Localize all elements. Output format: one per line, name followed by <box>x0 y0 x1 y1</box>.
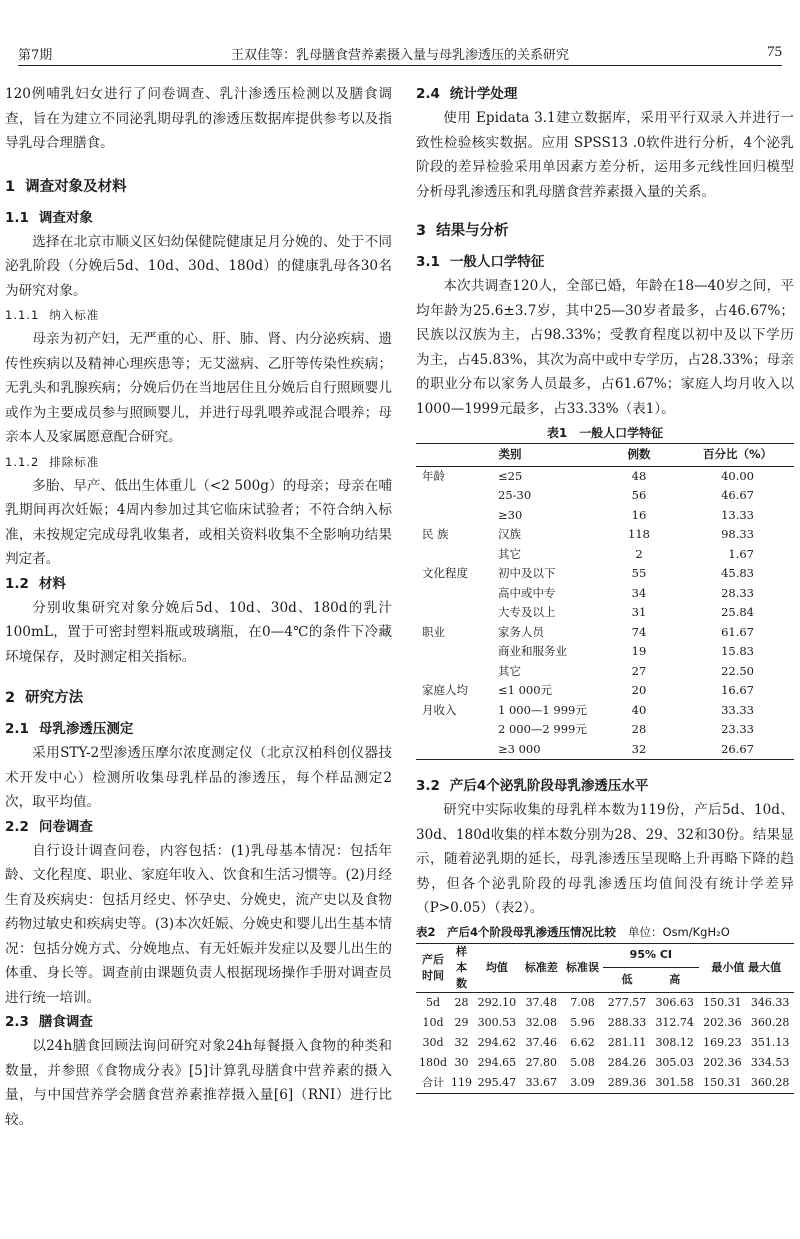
table2-cell-lo: 277.57 <box>603 992 651 1013</box>
table1-cell-count: 31 <box>631 605 647 619</box>
table1-cell-item: ≥30 <box>498 507 523 522</box>
table2-cell-t: 合计 <box>422 1075 444 1089</box>
subsection-number: 3.1 <box>416 254 440 270</box>
table1-cell-item: 大专及以上 <box>498 605 556 619</box>
paragraph: 使用 Epidata 3.1建立数据库，采用平行双录入并进行一致性检验核实数据。应用 SPSS13 .0软件进行分析，4个泌乳阶段的差异检验采用单因素方差分析，运用多元线性回归模型分析母乳渗透压和乳母膳食营养素摄入量的关系。 <box>416 110 794 200</box>
table1-cell-percent: 25.84 <box>721 605 754 619</box>
table2-header-n: 样本数 <box>456 944 467 990</box>
table2-cell-sd: 33.67 <box>525 1075 558 1089</box>
subsection-number: 1.1 <box>5 209 29 226</box>
table1-cell-count: 56 <box>631 488 647 502</box>
table2-cell-max: 360.28 <box>750 1015 790 1029</box>
table1-cell-category: 月收入 <box>422 702 457 717</box>
subsubsection-number: 1.1.1 <box>5 308 40 322</box>
table2-unit: 单位：Osm/KgH₂O <box>628 924 730 939</box>
table1-cell-count: 27 <box>631 663 647 678</box>
subsubsection-heading <box>5 303 392 327</box>
table2-cell-lo: 288.33 <box>607 1015 647 1029</box>
table2-cell-se: 7.08 <box>562 992 603 1013</box>
table1-cell-category <box>416 603 496 623</box>
table1-cell-count: 48 <box>631 468 647 483</box>
table1-cell-item: ≤25 <box>498 468 523 483</box>
table2-header-minmax: 最小值 最大值 <box>711 960 782 974</box>
table-row <box>416 1073 794 1094</box>
table1-cell-item: 初中及以下 <box>498 566 556 580</box>
table-row <box>416 992 794 1013</box>
table1-body <box>416 466 794 760</box>
table2-cell-max: 346.33 <box>746 992 794 1013</box>
table2-cell-max: 334.53 <box>750 1055 790 1069</box>
table2-header-sd: 标准差 <box>524 960 558 974</box>
section-title: 结果与分析 <box>436 223 509 239</box>
paragraph: 选择在北京市顺义区妇幼保健院健康足月分娩的、处于不同泌乳阶段（分娩后5d、10d、30d、180d）的健康乳母各30名为研究对象。 <box>5 233 392 299</box>
table2-caption: 表2 产后4个阶段母乳渗透压情况比较 <box>416 924 617 939</box>
table1-cell-count: 118 <box>628 527 650 541</box>
section-heading <box>5 176 392 198</box>
table-row <box>416 525 794 545</box>
table1-cell-category: 民 族 <box>422 527 449 541</box>
table2-cell-mean: 300.53 <box>477 1015 517 1029</box>
subsection-number: 2.3 <box>5 1014 29 1030</box>
table1-header-row <box>416 444 794 467</box>
right-column <box>416 82 794 1094</box>
section-number: 3 <box>416 223 427 239</box>
table1-cell-item: 25-30 <box>498 488 532 502</box>
table1-header-percent: 百分比（%） <box>674 444 794 467</box>
table1-cell-category <box>416 720 496 740</box>
table2-cell-mean: 294.65 <box>477 1055 517 1069</box>
subsection-title: 膳食调查 <box>38 1014 93 1030</box>
paragraph: 多胎、早产、低出生体重儿（<2 500g）的母亲；母亲在哺乳期间再次妊娠；4周内参加过其它临床试验者；不符合纳入标准，未按规定完成母乳收集者，或相关资料收集不全影响功结果判定者。 <box>5 477 392 567</box>
table1-cell-category <box>416 740 496 760</box>
table2-body <box>416 992 794 1093</box>
table1-cell-category <box>416 545 496 565</box>
table1-cell-percent: 22.50 <box>721 663 754 678</box>
table1-cell-count: 16 <box>631 507 647 522</box>
table-row <box>416 642 794 662</box>
table2-cell-mean: 294.62 <box>477 1035 517 1049</box>
table2-cell-max: 360.28 <box>750 1075 790 1089</box>
paragraph: 自行设计调查问卷，内容包括：(1)乳母基本情况：包括年龄、文化程度、职业、家庭年收入、饮食和生活习惯等。(2)月经生育及疾病史：包括月经史、怀孕史、分娩史，流产史以及食物药物过敏史和疾病史等。(3)本次妊娠、分娩史和婴儿出生基本情况：包括分娩方式、分娩地点、有无妊娠并发症以及婴儿出生的体重、身长等。调查前由课题负责人根据现场操作手册对调查员进行统一培训。 <box>5 842 392 1006</box>
section-number: 2 <box>5 690 16 706</box>
table2-cell-n: 119 <box>451 1075 472 1089</box>
table-row <box>416 506 794 526</box>
paragraph: 母亲为初产妇，无严重的心、肝、肺、肾、内分泌疾病、遗传性疾病以及精神心理疾患等；无艾滋病、乙肝等传染性疾病；无乳头和乳腺疾病；分娩后仍在当地居住且分娩后自行照顾婴儿或作为主要成员参与照顾婴儿，并进行母乳喂养或混合喂养；母亲本人及家属愿意配合研究。 <box>5 331 392 445</box>
running-header <box>18 40 782 66</box>
table2-cell-t: 30d <box>422 1035 444 1049</box>
table2-cell-hi: 301.58 <box>655 1075 694 1089</box>
page-number: 75 <box>767 44 782 60</box>
table2-header-se: 标准误 <box>566 960 600 974</box>
table2-cell-hi: 308.12 <box>655 1035 694 1049</box>
table-row <box>416 1033 794 1053</box>
table2-cell-min: 202.36 <box>703 1015 742 1029</box>
table1-cell-percent: 15.83 <box>721 644 754 658</box>
table1-cell-item: 其它 <box>498 546 521 561</box>
table2-cell-n: 32 <box>454 1035 469 1049</box>
table1-cell-percent: 26.67 <box>721 741 754 756</box>
table1-cell-item: 2 000—2 999元 <box>498 722 587 736</box>
table1-cell-item: 汉族 <box>498 527 521 541</box>
subsection-title: 调查对象 <box>38 209 93 226</box>
table2-cell-t: 5d <box>416 992 450 1013</box>
left-column <box>5 82 392 1132</box>
table-row <box>416 603 794 623</box>
subsection-heading <box>416 774 794 798</box>
table2-cell-sd: 37.46 <box>525 1035 558 1049</box>
table1-cell-percent: 45.83 <box>721 566 754 580</box>
table2-cell-t: 10d <box>422 1015 444 1029</box>
table2-cell-se: 6.62 <box>570 1035 595 1049</box>
table2-header-ci: 95% CI <box>629 948 672 962</box>
table1-cell-category: 年龄 <box>422 468 445 483</box>
table1-cell-item: 高中或中专 <box>498 585 556 600</box>
subsection-heading <box>5 206 392 230</box>
subsection-title: 产后4个泌乳阶段母乳渗透压水平 <box>449 778 649 794</box>
subsection-heading <box>5 815 392 839</box>
section-title: 调查对象及材料 <box>25 178 127 195</box>
subsection-number: 3.2 <box>416 778 440 794</box>
table1-cell-percent: 16.67 <box>721 683 754 697</box>
table1-header-category: 类别 <box>416 444 604 467</box>
subsection-heading <box>5 1010 392 1034</box>
table2-cell-n: 28 <box>450 992 473 1013</box>
table1-cell-count: 20 <box>631 683 647 697</box>
issue-number: 第7期 <box>18 48 53 63</box>
table1-cell-category <box>416 662 496 682</box>
table1-cell-count: 19 <box>631 644 647 658</box>
table2-cell-hi: 312.74 <box>655 1015 694 1029</box>
intro-paragraph: 120例哺乳妇女进行了问卷调查、乳汁渗透压检测以及膳食调查，旨在为建立不同泌乳期母乳的渗透压数据库提供参考以及指导乳母合理膳食。 <box>5 86 392 151</box>
table-row <box>416 662 794 682</box>
table2-caption-line <box>416 921 794 943</box>
section-heading <box>5 687 392 709</box>
table2-cell-se: 5.08 <box>570 1055 595 1069</box>
table1-caption: 表1 一般人口学特征 <box>546 426 664 440</box>
table1-cell-count: 2 <box>635 546 643 561</box>
table1-cell-percent: 13.33 <box>721 507 754 522</box>
table2 <box>416 943 794 1094</box>
table1-cell-item: 商业和服务业 <box>498 644 567 658</box>
subsection-title: 问卷调查 <box>38 818 93 835</box>
paragraph: 本次共调查120人，全部已婚，年龄在18—40岁之间，平均年龄为25.6±3.7岁，其中25—30岁者最多，占46.67%；民族以汉族为主，占98.33%；受教育程度以初中及以下学历为主，占45.83%，其次为高中或中专学历，占28.33%；母亲的职业分布以家务人员最多，占61.67%；家庭人均月收入以1000—1999元最多，占33.33%（表1）。 <box>416 278 794 417</box>
table2-cell-mean: 295.47 <box>477 1075 517 1089</box>
table1-cell-percent: 98.33 <box>721 527 754 541</box>
subsection-number: 1.2 <box>5 575 29 592</box>
subsubsection-title: 排除标准 <box>49 454 100 469</box>
table1-cell-count: 34 <box>631 585 647 600</box>
table-row <box>416 681 794 701</box>
table1-cell-category <box>416 506 496 526</box>
paragraph: 采用STY-2型渗透压摩尔浓度测定仪（北京汉柏科创仪器技术开发中心）检测所收集母乳样品的渗透压，每个样品测定2次，取平均值。 <box>5 745 392 810</box>
section-title: 研究方法 <box>25 690 84 706</box>
table1-cell-percent: 33.33 <box>721 702 754 717</box>
table1-cell-category <box>416 486 496 506</box>
table1-cell-count: 40 <box>631 702 647 717</box>
subsubsection-title: 纳入标准 <box>49 308 100 322</box>
subsection-heading <box>5 572 392 596</box>
table-row <box>416 486 794 506</box>
table2-cell-sd: 27.80 <box>525 1055 558 1069</box>
subsection-number: 2.1 <box>5 721 29 737</box>
table-row <box>416 1053 794 1073</box>
table2-cell-min: 150.31 <box>699 992 747 1013</box>
table2-cell-se: 3.09 <box>570 1075 595 1089</box>
table-row <box>416 701 794 721</box>
table2-cell-sd: 32.08 <box>525 1015 558 1029</box>
table2-cell-n: 30 <box>454 1055 469 1069</box>
subsubsection-number: 1.1.2 <box>5 454 40 469</box>
table1-cell-category <box>416 584 496 604</box>
table1-cell-category: 文化程度 <box>422 566 468 580</box>
paragraph: 以24h膳食回顾法询问研究对象24h每餐摄入食物的种类和数量，并参照《食物成分表》[5]计算乳母膳食中营养素的摄入量，与中国营养学会膳食营养素推荐摄入量[6]（RNI）进行比较。 <box>5 1038 392 1128</box>
table2-cell-mean: 292.10 <box>473 992 521 1013</box>
table-row <box>416 623 794 643</box>
table-row <box>416 545 794 565</box>
table2-cell-lo: 289.36 <box>607 1075 647 1089</box>
table-row <box>416 564 794 584</box>
table1-cell-item: ≤1 000元 <box>498 683 553 697</box>
subsection-title: 一般人口学特征 <box>449 254 545 270</box>
table1-cell-item: 1 000—1 999元 <box>498 702 587 717</box>
subsection-title: 材料 <box>38 575 66 592</box>
table1-cell-category: 职业 <box>422 624 445 639</box>
table-row <box>416 720 794 740</box>
table1-cell-item: 家务人员 <box>498 624 544 639</box>
table-row <box>416 1013 794 1033</box>
table2-header-row <box>416 943 794 968</box>
table1-cell-category: 家庭人均 <box>422 683 468 697</box>
table1-cell-count: 32 <box>631 741 647 756</box>
table-row <box>416 466 794 486</box>
section-heading <box>416 220 794 242</box>
table1-cell-percent: 1.67 <box>728 546 754 561</box>
running-title: 王双佳等：乳母膳食营养素摄入量与母乳渗透压的关系研究 <box>230 48 569 63</box>
table2-header-mean: 均值 <box>485 960 508 974</box>
subsection-heading <box>5 717 392 741</box>
paragraph: 研究中实际收集的母乳样本数为119份，产后5d、10d、30d、180d收集的样本数分别为28、29、32和30份。结果显示，随着泌乳期的延长，母乳渗透压呈现略上升再略下降的趋势，但各个泌乳阶段的母乳渗透压均值间没有统计学差异（P>0.05）（表2）。 <box>416 802 794 916</box>
table2-cell-n: 29 <box>454 1015 469 1029</box>
table2-cell-min: 150.31 <box>703 1075 742 1089</box>
subsection-number: 2.4 <box>416 86 440 102</box>
table2-cell-hi: 306.63 <box>651 992 699 1013</box>
table1-cell-item: ≥3 000 <box>498 741 541 756</box>
subsection-title: 母乳渗透压测定 <box>38 721 134 737</box>
table2-cell-min: 202.36 <box>703 1055 742 1069</box>
table2-cell-lo: 281.11 <box>607 1035 647 1049</box>
table2-cell-se: 5.96 <box>570 1015 595 1029</box>
table2-header-ci-high: 高 <box>651 968 699 993</box>
table2-cell-lo: 284.26 <box>607 1055 647 1069</box>
table2-cell-t: 180d <box>418 1055 448 1069</box>
table2-cell-sd: 37.48 <box>521 992 562 1013</box>
subsection-heading <box>416 82 794 106</box>
subsection-number: 2.2 <box>5 818 29 835</box>
table1-cell-count: 74 <box>631 624 647 639</box>
table-row <box>416 740 794 760</box>
table1-cell-count: 28 <box>631 722 647 736</box>
subsection-heading <box>416 250 794 274</box>
subsection-title: 统计学处理 <box>449 86 518 102</box>
table1-cell-count: 55 <box>631 566 647 580</box>
table1-cell-percent: 61.67 <box>721 624 754 639</box>
table2-cell-hi: 305.03 <box>655 1055 694 1069</box>
table1-cell-category <box>416 642 496 662</box>
subsubsection-heading <box>5 450 392 474</box>
table2-cell-max: 351.13 <box>750 1035 790 1049</box>
table2-cell-min: 169.23 <box>703 1035 742 1049</box>
table1-cell-percent: 40.00 <box>721 468 754 483</box>
table1-header-count: 例数 <box>604 444 674 467</box>
table1-cell-item: 其它 <box>498 663 521 678</box>
table2-header-ci-low: 低 <box>603 968 651 993</box>
table1-cell-percent: 28.33 <box>721 585 754 600</box>
paragraph: 分别收集研究对象分娩后5d、10d、30d、180d的乳汁100mL，置于可密封塑料瓶或玻璃瓶，在0—4℃的条件下冷藏环境保存，及时测定相关指标。 <box>5 599 392 665</box>
table1-cell-percent: 46.67 <box>721 488 754 502</box>
table1 <box>416 443 794 760</box>
table-row <box>416 584 794 604</box>
table1-cell-percent: 23.33 <box>721 722 754 736</box>
table2-header-time: 产后时间 <box>422 952 444 982</box>
section-number: 1 <box>5 178 16 195</box>
